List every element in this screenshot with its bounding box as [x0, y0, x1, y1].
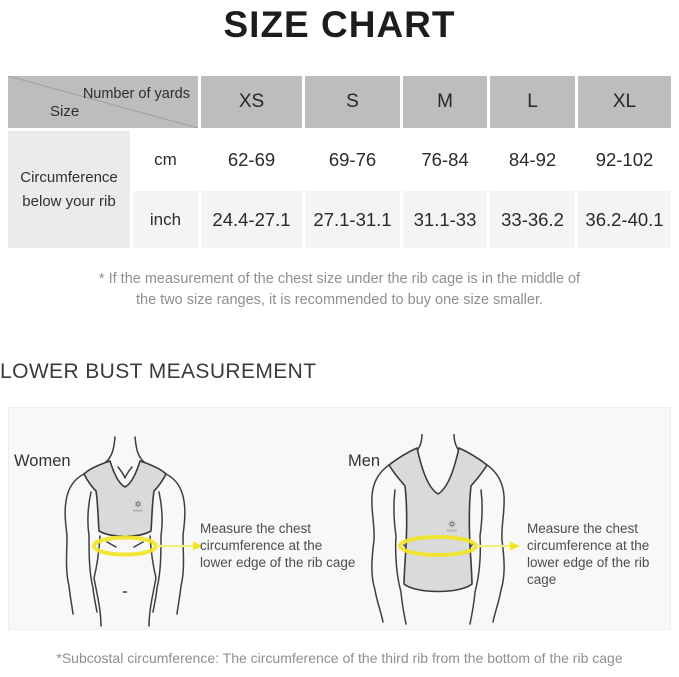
- men-figure-illustration: [368, 434, 548, 630]
- section-heading: LOWER BUST MEASUREMENT: [0, 360, 317, 384]
- cm-value-l: 84-92: [490, 131, 575, 188]
- inch-value-xl: 36.2-40.1: [578, 191, 671, 248]
- col-header-xl: XL: [578, 76, 671, 128]
- measurement-diagram: [8, 407, 671, 630]
- unit-label-cm: cm: [133, 131, 198, 188]
- row-label-circumference: Circumference below your rib: [8, 131, 130, 248]
- size-note-line2: the two size ranges, it is recommended to buy one size smaller.: [136, 292, 543, 309]
- col-header-m: M: [403, 76, 487, 128]
- col-header-s: S: [305, 76, 400, 128]
- sports-bra: [84, 461, 166, 536]
- measure-arrow: [477, 542, 520, 551]
- svg-text:KAILAS: KAILAS: [133, 508, 143, 513]
- col-header-xs: XS: [201, 76, 302, 128]
- annotation-line: Measure the chest: [527, 521, 639, 537]
- annotation-line: circumference at the: [200, 538, 323, 554]
- inch-value-m: 31.1-33: [403, 191, 487, 248]
- inch-value-l: 33-36.2: [490, 191, 575, 248]
- men-measure-annotation: [527, 520, 670, 588]
- size-chart-infographic: [0, 3, 679, 677]
- table-corner-cell: [8, 76, 198, 128]
- inch-value-s: 27.1-31.1: [305, 191, 400, 248]
- tank-top: [389, 448, 487, 592]
- cm-value-xs: 62-69: [201, 131, 302, 188]
- size-table: [8, 76, 671, 248]
- corner-label-columns: Number of yards: [82, 86, 190, 102]
- measurement-ellipse: [94, 538, 156, 555]
- cm-value-s: 69-76: [305, 131, 400, 188]
- col-header-l: L: [490, 76, 575, 128]
- annotation-line: Measure the chest: [200, 521, 312, 537]
- men-label: Men: [348, 452, 381, 471]
- annotation-line: lower edge of the rib cage: [527, 555, 650, 588]
- annotation-line: lower edge of the rib cage: [200, 555, 356, 571]
- size-note-line1: * If the measurement of the chest size under the rib cage is in the middle of: [98, 271, 581, 287]
- inch-value-xs: 24.4-27.1: [201, 191, 302, 248]
- cm-value-m: 76-84: [403, 131, 487, 188]
- unit-label-inch: inch: [133, 191, 198, 248]
- women-measure-annotation: [200, 520, 355, 571]
- svg-text:KAILAS: KAILAS: [447, 528, 457, 533]
- measure-arrow: [156, 542, 203, 551]
- cm-value-xl: 92-102: [578, 131, 671, 188]
- size-note: [0, 269, 679, 311]
- corner-label-size: Size: [50, 103, 80, 120]
- women-label: Women: [14, 452, 71, 471]
- subcostal-footnote: *Subcostal circumference: The circumference of the third rib from the bottom of the rib cage: [56, 650, 623, 667]
- annotation-line: circumference at the: [527, 538, 650, 554]
- diagonal-divider: [8, 76, 198, 128]
- page-title: SIZE CHART: [223, 4, 456, 45]
